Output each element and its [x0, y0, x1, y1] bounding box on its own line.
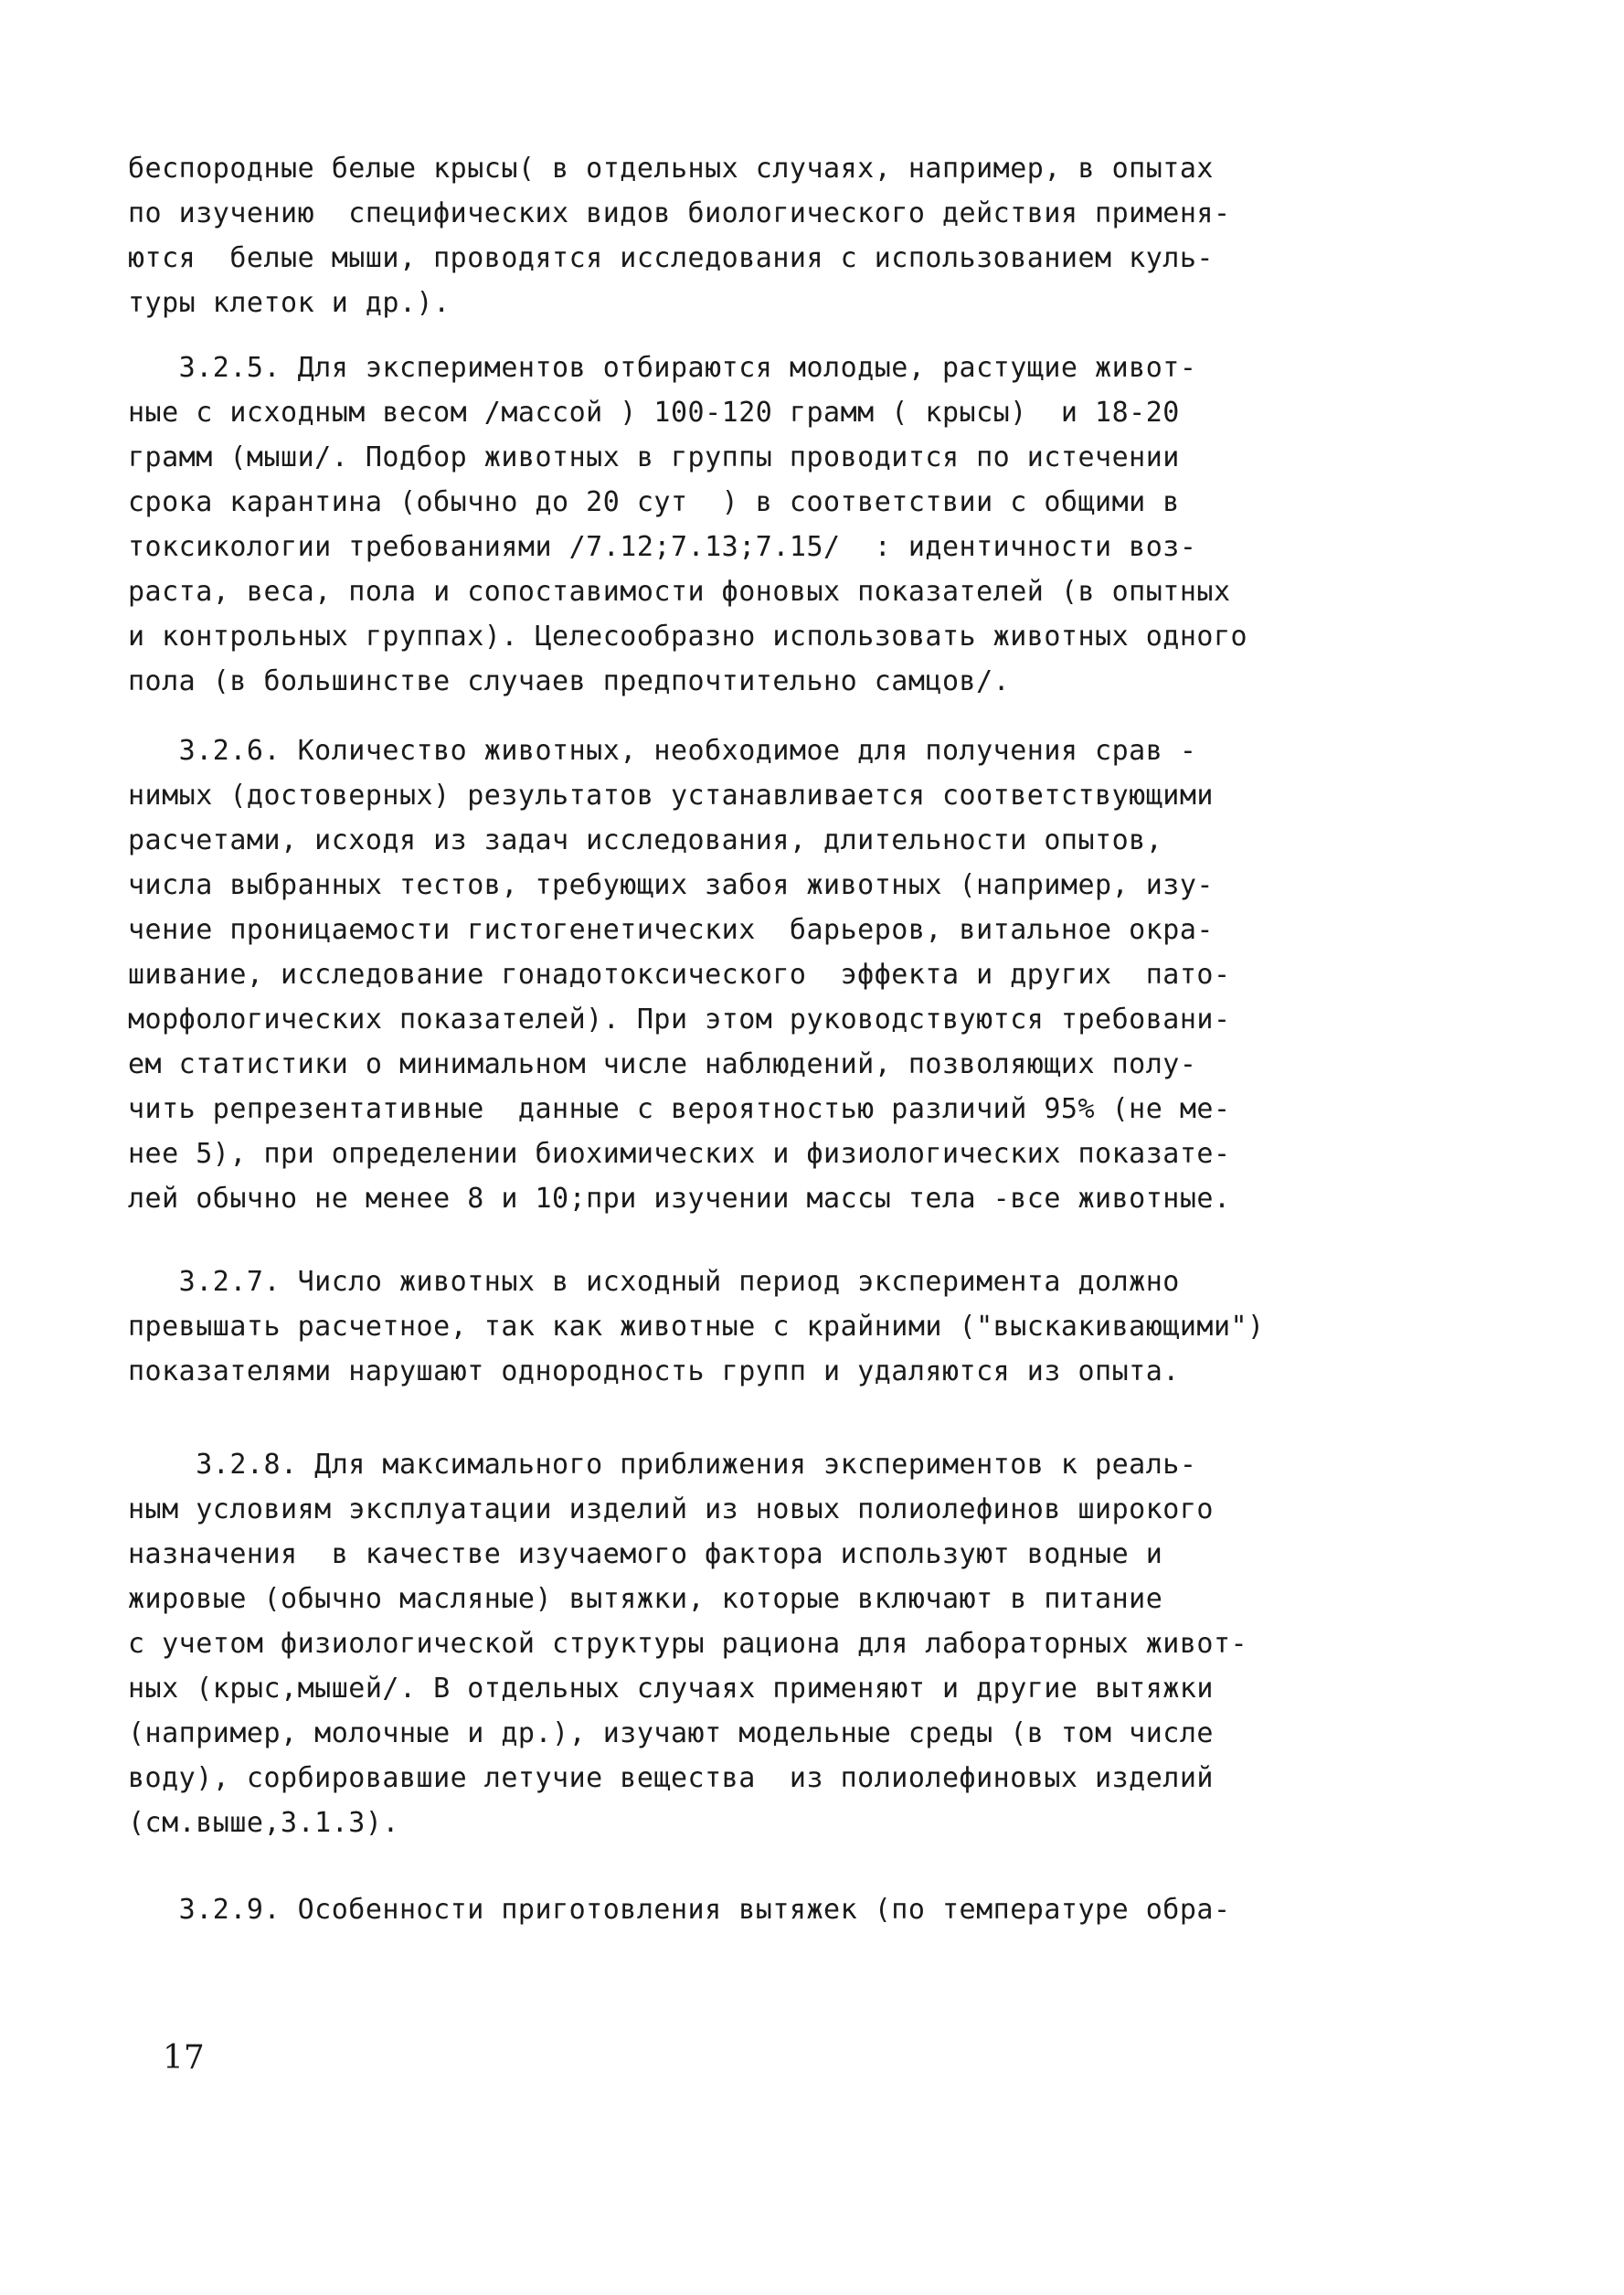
text-line: расчетами, исходя из задач исследования, длительности опытов, [128, 824, 1163, 856]
text-line: токсикологии требованиями /7.12;7.13;7.15/ : идентичности воз- [128, 531, 1197, 563]
text-line: воду), сорбировавшие летучие вещества из полиолефиновых изделий [128, 1762, 1214, 1794]
text-line: жировые (обычно масляные) вытяжки, которые включают в питание [128, 1583, 1163, 1615]
text-line: и контрольных группах). Целесообразно использовать животных одного [128, 621, 1248, 653]
text-line: туры клеток и др.). [128, 287, 451, 319]
text-line: ются белые мыши, проводятся исследования с использованием куль- [128, 242, 1214, 274]
text-line: ные с исходным весом /массой ) 100-120 грамм ( крысы) и 18-20 [128, 397, 1180, 429]
text-line: ным условиям эксплуатации изделий из новых полиолефинов широкого [128, 1493, 1214, 1525]
text-line: числа выбранных тестов, требующих забоя животных (например, изу- [128, 869, 1214, 901]
text-line: грамм (мыши/. Подбор животных в группы проводится по истечении [128, 441, 1180, 473]
text-line: ем статистики о минимальном числе наблюдений, позволяющих полу- [128, 1048, 1197, 1080]
text-line: 3.2.8. Для максимального приближения экспериментов к реаль- [128, 1449, 1197, 1481]
text-line: 3.2.5. Для экспериментов отбираются молодые, растущие живот- [128, 352, 1197, 384]
text-line: 3.2.6. Количество животных, необходимое для получения срав - [128, 735, 1197, 767]
text-line: показателями нарушают однородность групп и удаляются из опыта. [128, 1355, 1180, 1387]
text-line: раста, веса, пола и сопоставимости фоновых показателей (в опытных [128, 576, 1231, 608]
text-line: чить репрезентативные данные с вероятностью различий 95% (не ме- [128, 1093, 1231, 1125]
paragraph-3-2-8 [128, 1442, 1407, 1845]
text-line: назначения в качестве изучаемого фактора используют водные и [128, 1538, 1163, 1570]
text-line: нее 5), при определении биохимических и физиологических показате- [128, 1138, 1231, 1170]
paragraph-intro [128, 146, 1407, 325]
text-line: 3.2.7. Число животных в исходный период эксперимента должно [128, 1266, 1180, 1298]
text-line: лей обычно не менее 8 и 10;при изучении массы тела -все животные. [128, 1183, 1231, 1215]
text-line: по изучению специфических видов биологического действия применя- [128, 197, 1231, 229]
text-line: нимых (достоверных) результатов устанавливается соответствующими [128, 780, 1214, 812]
text-line: с учетом физиологической структуры рациона для лабораторных живот- [128, 1628, 1248, 1660]
text-line: срока карантина (обычно до 20 сут ) в соответствии с общими в [128, 486, 1180, 518]
text-line: морфологических показателей). При этом руководствуются требовани- [128, 1004, 1231, 1036]
paragraph-3-2-5 [128, 345, 1407, 704]
text-line: превышать расчетное, так как животные с крайними ("выскакивающими") [128, 1311, 1265, 1343]
text-line: чение проницаемости гистогенетических барьеров, витальное окра- [128, 914, 1214, 946]
text-line: беспородные белые крысы( в отдельных случаях, например, в опытах [128, 153, 1214, 185]
paragraph-3-2-6 [128, 728, 1407, 1221]
text-line: шивание, исследование гонадотоксического эффекта и других пато- [128, 959, 1231, 991]
paragraph-3-2-7 [128, 1259, 1407, 1394]
text-line: (см.выше,3.1.3). [128, 1807, 399, 1839]
page-number: 17 [163, 2039, 205, 2077]
text-line: пола (в большинстве случаев предпочтительно самцов/. [128, 665, 1011, 697]
text-line: ных (крыс,мышей/. В отдельных случаях применяют и другие вытяжки [128, 1673, 1214, 1705]
text-line: (например, молочные и др.), изучают модельные среды (в том числе [128, 1717, 1214, 1749]
text-line: 3.2.9. Особенности приготовления вытяжек (по температуре обра- [128, 1894, 1231, 1926]
paragraph-3-2-9 [128, 1887, 1407, 1932]
